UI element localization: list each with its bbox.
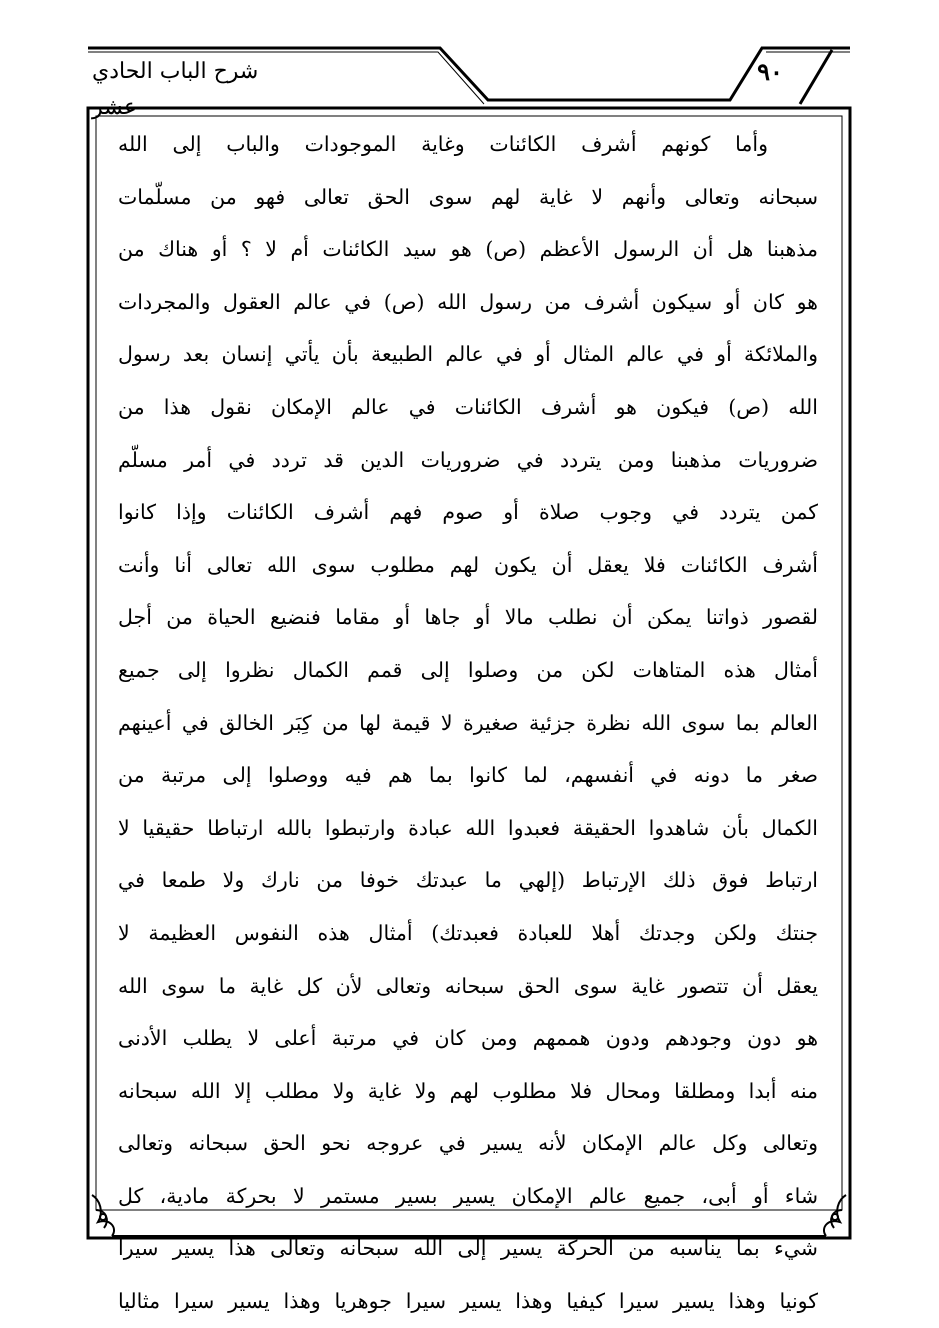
text-line: هو كان أو سيكون أشرف من رسول الله (ص) في عالم العقول والمجردات (118, 289, 818, 314)
book-title: شرح الباب الحادي عشر (92, 59, 259, 120)
text-line: الله (ص) فيكون هو أشرف الكائنات في عالم الإمكان نقول هذا من (118, 394, 818, 419)
text-line: ارتباط فوق ذلك الإرتباط (إلهي ما عبدتك خوفا من نارك ولا طمعا في (118, 868, 818, 893)
text-line: أمثال هذه المتاهات لكن من وصلوا إلى قمم الكمال نظروا إلى جميع (118, 657, 818, 682)
corner-ornament-right-icon (824, 1195, 846, 1236)
text-line: وأما كونهم أشرف الكائنات وغاية الموجودات والباب إلى الله (118, 132, 768, 156)
text-line: مذهبنا هل أن الرسول الأعظم (ص) هو سيد الكائنات أم لا ؟ أو هناك من (118, 237, 818, 262)
text-line: صغر ما دونه في أنفسهم، لما كانوا بما هم فيه ووصلوا إلى مرتبة من (118, 763, 818, 788)
corner-ornament-left-icon (92, 1195, 114, 1236)
text-line: ضروريات مذهبنا ومن يتردد في ضروريات الدين قد تردد في أمر مسلّم (118, 447, 818, 472)
text-line: الكمال بأن شاهدوا الحقيقة فعبدوا الله عبادة وارتبطوا بالله ارتباطا حقيقيا لا (118, 815, 818, 840)
text-line: كونيا وهذا يسير سيرا كيفيا وهذا يسير سيرا جوهريا وهذا يسير سيرا مثاليا (118, 1289, 818, 1314)
text-line: كمن يتردد في وجوب صلاة أو صوم فهم أشرف الكائنات وإذا كانوا (118, 500, 818, 525)
text-line: أشرف الكائنات فلا يعقل أن يكون لهم مطلوب سوى الله تعالى أنا وأنت (118, 552, 818, 577)
text-line: لقصور ذواتنا يمكن أن نطلب مالا أو جاها أو مقاما فنضيع الحياة من أجل (118, 605, 818, 630)
text-line: سبحانه وتعالى وأنهم لا غاية لهم سوى الحق تعالى فهو من مسلّمات (118, 184, 818, 209)
text-line: منه أبدا ومطلقا ومحال فلا مطلوب لهم ولا غاية ولا مطلب إلا الله سبحانه (118, 1078, 818, 1103)
text-line: يعقل أن تتصور غاية سوى الحق سبحانه وتعالى لأن كل غاية ما سوى الله (118, 973, 818, 998)
text-line: والملائكة أو في عالم المثال أو في عالم الطبيعة بأن يأتي إنسان بعد رسول (118, 342, 818, 367)
text-line: هو دون وجودهم ودون هممهم ومن كان في مرتبة أعلى لا يطلب الأدنى (118, 1026, 818, 1051)
text-line: وتعالى وكل عالم الإمكان لأنه يسير في عروجه نحو الحق سبحانه وتعالى (118, 1131, 818, 1156)
page-number: ٩٠ (757, 57, 783, 86)
text-line: شاء أو أبى، جميع عالم الإمكان يسير بسير مستمر لا بحركة مادية، كل (118, 1183, 818, 1208)
text-line: العالم بما سوى الله نظرة جزئية صغيرة لا قيمة لها من كِبَر الخالق في أعينهم (118, 710, 818, 735)
text-line: شيء بما يناسبه من الحركة يسير إلى الله سبحانه وتعالى هذا يسير سيرا (118, 1236, 818, 1261)
body-text (118, 118, 818, 1314)
text-line: جنتك ولكن وجدتك أهلا للعبادة فعبدتك) أمثال هذه النفوس العظيمة لا (118, 920, 818, 945)
